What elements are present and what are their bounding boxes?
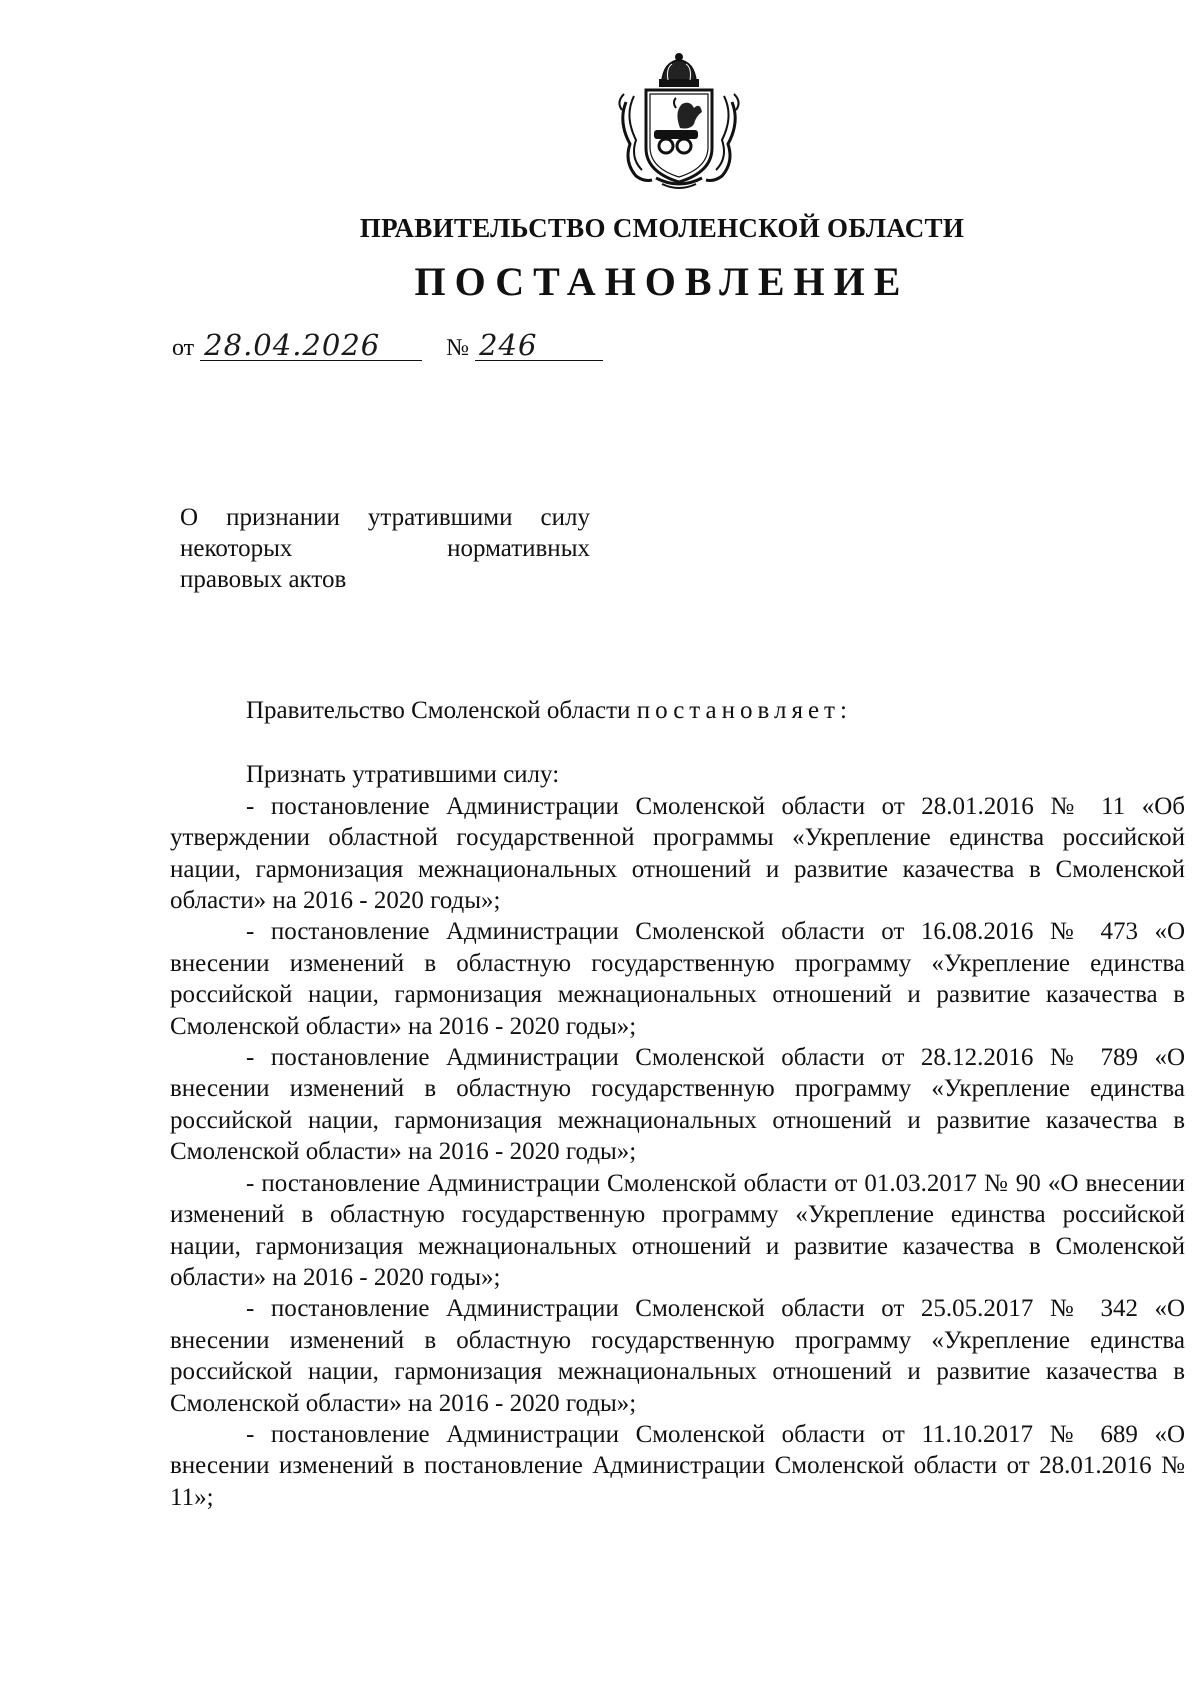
preamble-text: Правительство Смоленской области — [246, 697, 637, 724]
preamble-verb: постановляет: — [636, 697, 852, 724]
list-item: - постановление Администрации Смоленской области от 28.01.2016 № 11 «Об утверждении областной государственной программы «Укрепление единства российской нации, гармонизация межнациональных отношений и развитие казачества в Смоленской области» на 2016 - 2020 годы»; — [170, 792, 1185, 915]
list-item: - постановление Администрации Смоленской области от 01.03.2017 № 90 «О внесении изменений в областную государственную программу «Укрепление единства российской нации, гармонизация межнациональных отношений и развитие казачества в Смоленской области» на 2016 - 2020 годы»; — [170, 1169, 1185, 1291]
handwritten-date: 28.04.2026 — [200, 330, 422, 361]
document-body — [170, 695, 1185, 1513]
recognize-intro: Признать утратившими силу: — [246, 761, 560, 789]
handwritten-number: 246 — [475, 330, 603, 361]
list-item: - постановление Администрации Смоленской области от 16.08.2016 № 473 «О внесении изменений в областную государственную программу «Укрепление единства российской нации, гармонизация межнациональных отношений и развитие казачества в Смоленской области» на 2016 - 2020 годы»; — [170, 918, 1185, 1040]
subject-block — [180, 502, 590, 595]
list-item: - постановление Администрации Смоленской области от 28.12.2016 № 789 «О внесении изменений в областную государственную программу «Укрепление единства российской нации, гармонизация межнациональных отношений и развитие казачества в Смоленской области» на 2016 - 2020 годы»; — [170, 1044, 1185, 1166]
preamble-paragraph — [170, 695, 1185, 726]
date-number-row — [172, 330, 603, 362]
list-item: - постановление Администрации Смоленской области от 11.10.2017 № 689 «О внесении изменений в постановление Администрации Смоленской области от 28.01.2016 № 11»; — [170, 1420, 1185, 1511]
subject-line: некоторых нормативных — [180, 535, 590, 562]
from-label: от — [172, 335, 195, 361]
subject-line: правовых актов — [180, 566, 347, 593]
organization-name: ПРАВИТЕЛЬСТВО СМОЛЕНСКОЙ ОБЛАСТИ — [359, 213, 965, 243]
document-type-title: ПОСТАНОВЛЕНИЕ — [414, 259, 910, 304]
number-label: № — [446, 335, 470, 361]
smolensk-coat-of-arms-icon — [616, 52, 742, 190]
list-item: - постановление Администрации Смоленской области от 25.05.2017 № 342 «О внесении изменений в областную государственную программу «Укрепление единства российской нации, гармонизация межнациональных отношений и развитие казачества в Смоленской области» на 2016 - 2020 годы»; — [170, 1295, 1185, 1417]
subject-line: О признании утратившими силу — [180, 504, 590, 531]
